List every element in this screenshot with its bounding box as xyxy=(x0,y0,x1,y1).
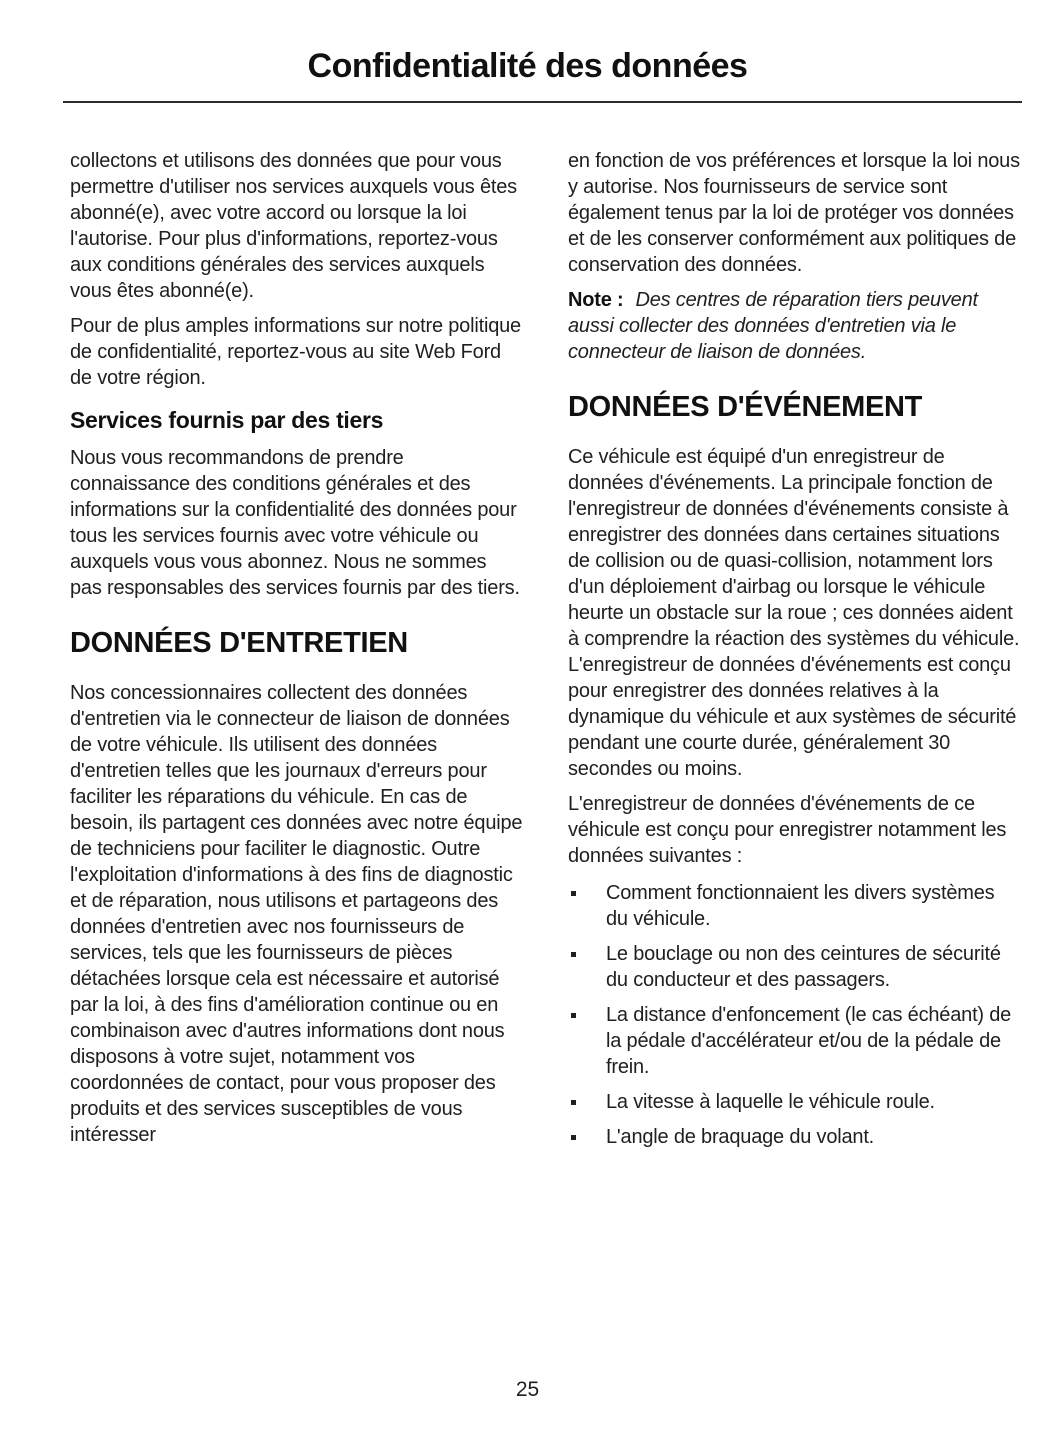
list-item xyxy=(568,1089,1021,1115)
bullet-icon xyxy=(568,1089,606,1115)
left-column xyxy=(70,148,523,1159)
bullet-text: La distance d'enfoncement (le cas échéant) de la pédale d'accélérateur et/ou de la pédale de frein. xyxy=(606,1004,1012,1078)
list-item xyxy=(568,1124,1021,1150)
paragraph-privacy-policy: Pour de plus amples informations sur notre politique de confidentialité, reportez-vous au site Web Ford de votre région. xyxy=(70,315,521,389)
right-column xyxy=(568,148,1021,1159)
paragraph-event-recorder: Ce véhicule est équipé d'un enregistreur de données d'événements. La principale fonction de l'enregistreur de données d'événements consiste à enregistrer des données dans certaines situations de collision ou de quasi-collision, notamment lors d'un déploiement d'airbag ou lorsque le véhicule heurte un obstacle sur la roue ; ces données aident à comprendre la réaction des systèmes du véhicule. L'enregistreur de données d'événements est conçu pour enregistrer des données relatives à la dynamique du véhicule et aux systèmes de sécurité pendant une courte durée, généralement 30 secondes ou moins. xyxy=(568,446,1020,780)
bullet-list xyxy=(568,880,1021,1150)
note-text: Des centres de réparation tiers peuvent aussi collecter des données d'entretien via le connecteur de liaison de données. xyxy=(568,289,978,363)
section-heading-service-data: DONNÉES D'ENTRETIEN xyxy=(70,627,408,659)
subheading-third-party-services: Services fournis par des tiers xyxy=(70,407,384,433)
list-item xyxy=(568,880,1021,932)
paragraph-preferences: en fonction de vos préférences et lorsque la loi nous y autorise. Nos fournisseurs de service sont également tenus par la loi de protéger vos données et de les conserver conformément aux politiques de conservation des données. xyxy=(568,150,1020,276)
list-item xyxy=(568,941,1021,993)
bullet-text: Comment fonctionnaient les divers systèmes du véhicule. xyxy=(606,882,995,930)
bullet-text: Le bouclage ou non des ceintures de sécurité du conducteur et des passagers. xyxy=(606,943,1001,991)
bullet-text: L'angle de braquage du volant. xyxy=(606,1126,875,1148)
bullet-text: La vitesse à laquelle le véhicule roule. xyxy=(606,1091,935,1113)
list-item xyxy=(568,1002,1021,1080)
bullet-icon xyxy=(568,880,606,932)
paragraph-service-data: Nos concessionnaires collectent des données d'entretien via le connecteur de liaison de données de votre véhicule. Ils utilisent des données d'entretien telles que les journaux d'erreurs pour faciliter les réparations du véhicule. En cas de besoin, ils partagent ces données avec notre équipe de techniciens pour faciliter le diagnostic. Outre l'exploitation d'informations à des fins de diagnostic et de réparation, nous utilisons et partageons des données d'entretien avec nos fournisseurs de services, tels que les fournisseurs de pièces détachées lorsque cela est nécessaire et autorisé par la loi, à des fins d'amélioration continue ou en combinaison avec d'autres informations dont nous disposons à votre sujet, notamment vos coordonnées de contact, pour vous proposer des produits et des services susceptibles de vous intéresser xyxy=(70,682,523,1146)
bullet-icon xyxy=(568,1002,606,1080)
bullet-icon xyxy=(568,1124,606,1150)
paragraph-event-recorder-list-intro: L'enregistreur de données d'événements de ce véhicule est conçu pour enregistrer notamment les données suivantes : xyxy=(568,793,1007,867)
page-number: 25 xyxy=(515,1378,540,1401)
note-label: Note : xyxy=(568,289,624,311)
page-content xyxy=(0,103,1055,1159)
note-paragraph xyxy=(568,287,1021,365)
page-title: Confidentialité des données xyxy=(307,47,748,85)
section-heading-event-data: DONNÉES D'ÉVÉNEMENT xyxy=(568,391,923,423)
paragraph-third-party: Nous vous recommandons de prendre connaissance des conditions générales et des informations sur la confidentialité des données pour tous les services fournis avec votre véhicule ou auxquels vous vous abonnez. Nous ne sommes pas responsables des services fournis par des tiers. xyxy=(70,447,520,599)
bullet-icon xyxy=(568,941,606,993)
paragraph-services-intro: collectons et utilisons des données que pour vous permettre d'utiliser nos services auxquels vous êtes abonné(e), avec votre accord ou lorsque la loi l'autorise. Pour plus d'informations, reportez-vous aux conditions générales des services auxquels vous êtes abonné(e). xyxy=(70,150,517,302)
